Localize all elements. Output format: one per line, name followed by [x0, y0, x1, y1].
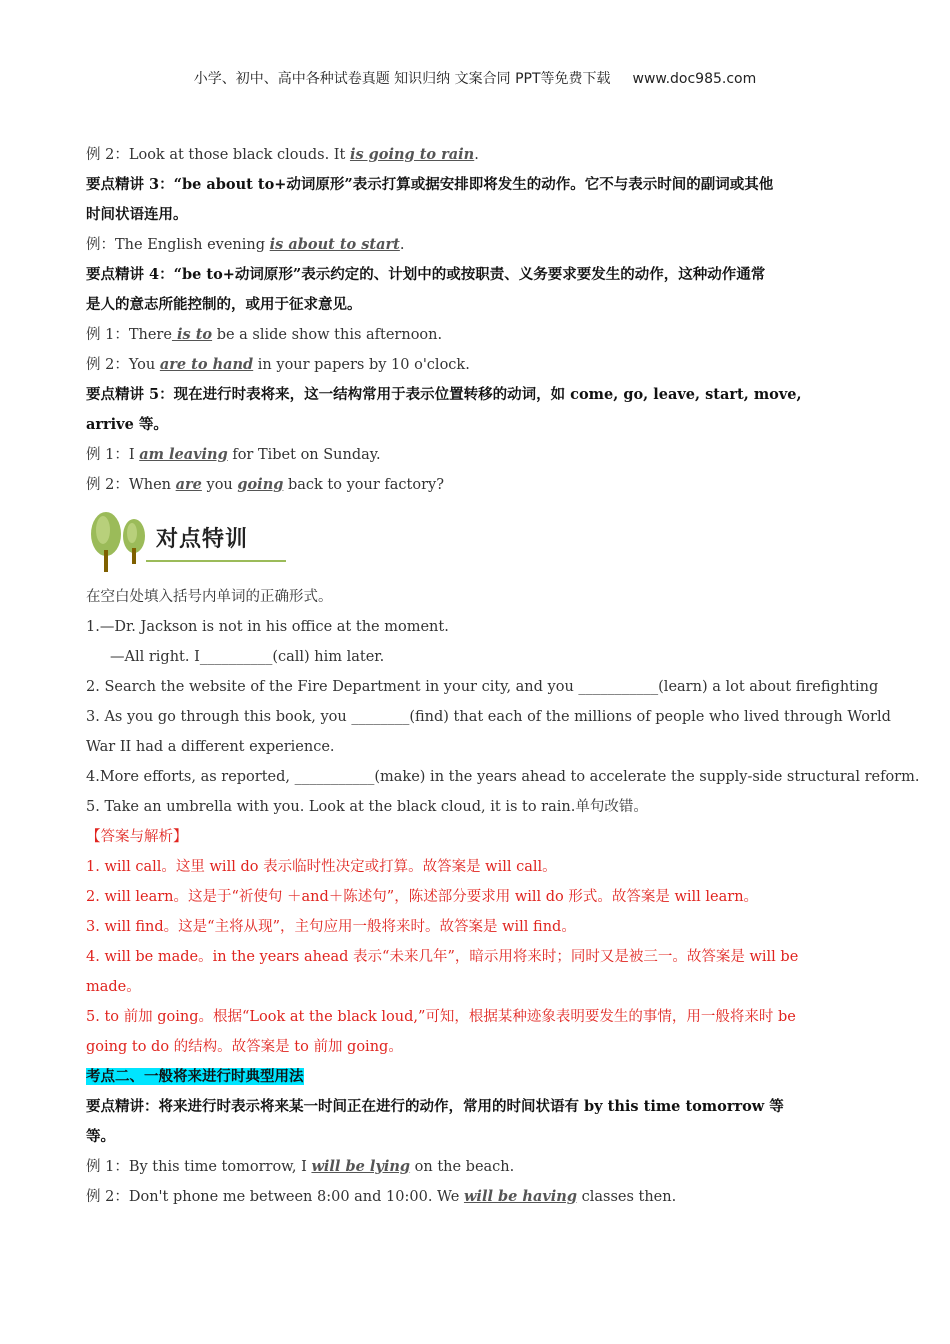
key-point-3: 要点精讲 3：“be about to+动词原形”表示打算或据安排即将发生的动作。它不与表示时间的副词或其他	[86, 176, 774, 193]
question-2: 2. Search the website of the Fire Department in your city, and you ___________(learn) a lot about firefighting	[86, 679, 879, 695]
exercise-instruction: 在空白处填入括号内单词的正确形式。	[86, 589, 333, 605]
answer-1: 1. will call。这里 will do 表示临时性决定或打算。故答案是 will call。	[86, 859, 557, 875]
example-line: 例 1：By this time tomorrow, I will be lying on the beach.	[86, 1158, 515, 1175]
header-text: 小学、初中、高中各种试卷真题 知识归纳 文案合同 PPT等免费下载	[193, 71, 611, 87]
section-2-title-line	[86, 1062, 866, 1092]
example-line: 例 2：You are to hand in your papers by 10 o'clock.	[86, 356, 470, 373]
example-line: 例 1：I am leaving for Tibet on Sunday.	[86, 446, 381, 463]
question-1: 1.—Dr. Jackson is not in his office at the moment.	[86, 619, 449, 635]
example-line: 例：The English evening is about to start.	[86, 236, 405, 253]
question-3-cont: War II had a different experience.	[86, 739, 335, 755]
answer-4-cont: made。	[86, 979, 141, 995]
answer-5-cont: going to do 的结构。故答案是 to 前加 going。	[86, 1039, 403, 1055]
key-phrase: are to hand	[159, 356, 254, 373]
question-4: 4.More efforts, as reported, ___________(make) in the years ahead to accelerate the supply-side structural reform.	[86, 769, 920, 785]
key-phrase: is about to start	[269, 236, 400, 253]
section-banner	[86, 506, 866, 578]
question-1-reply: —All right. I__________(call) him later.	[110, 649, 385, 665]
key-phrase: is to	[171, 326, 213, 343]
example-line: 例 2：When are you going back to your factory?	[86, 476, 444, 493]
banner-title: 对点特训	[156, 527, 249, 552]
page-header	[0, 68, 950, 88]
key-point-3-cont: 时间状语连用。	[86, 206, 188, 223]
key-phrase: is going to rain	[349, 146, 475, 163]
document-body	[86, 140, 920, 1212]
key-phrase: am leaving	[139, 446, 228, 463]
key-point-5: 要点精讲 5：现在进行时表将来，这一结构常用于表示位置转移的动词，如 come, go, leave, start, move,	[86, 386, 802, 403]
banner-underline	[146, 560, 286, 562]
question-5: 5. Take an umbrella with you. Look at the black cloud, it is to rain.单句改错。	[86, 799, 648, 815]
key-point-5-cont: arrive 等。	[86, 416, 168, 433]
key-phrase: are	[175, 476, 202, 493]
answer-4: 4. will be made。in the years ahead 表示“未来几年”，暗示用将来时；同时又是被三一。故答案是 will be	[86, 949, 799, 965]
key-phrase: will be lying	[311, 1158, 411, 1175]
question-3: 3. As you go through this book, you ________(find) that each of the millions of people who lived through World	[86, 709, 891, 725]
header-site[interactable]: www.doc985.com	[632, 71, 757, 87]
key-point-4: 要点精讲 4：“be to+动词原形”表示约定的、计划中的或按职责、义务要求要发生的动作，这种动作通常	[86, 266, 766, 283]
answer-2: 2. will learn。这是于“祈使句 ＋and＋陈述句”，陈述部分要求用 will do 形式。故答案是 will learn。	[86, 889, 759, 905]
section-2-title: 考点二、一般将来进行时典型用法	[86, 1068, 304, 1085]
key-phrase: will be having	[463, 1188, 577, 1205]
section-2-point: 要点精讲：将来进行时表示将来某一时间正在进行的动作，常用的时间状语有 by this time tomorrow 等	[86, 1098, 784, 1115]
section-2-point-cont: 等。	[86, 1128, 115, 1145]
example-line: 例 2：Look at those black clouds. It is going to rain.	[86, 146, 479, 163]
key-phrase: going	[237, 476, 284, 493]
example-line: 例 1：There is to be a slide show this afternoon.	[86, 326, 443, 343]
example-line: 例 2：Don't phone me between 8:00 and 10:00. We will be having classes then.	[86, 1188, 677, 1205]
key-point-4-cont: 是人的意志所能控制的，或用于征求意见。	[86, 296, 362, 313]
answer-3: 3. will find。这是“主将从现”，主句应用一般将来时。故答案是 will find。	[86, 919, 576, 935]
answers-heading: 【答案与解析】	[86, 829, 188, 845]
tree-icon	[86, 506, 156, 576]
answer-5: 5. to 前加 going。根据“Look at the black loud,”可知，根据某种迹象表明要发生的事情，用一般将来时 be	[86, 1009, 796, 1025]
